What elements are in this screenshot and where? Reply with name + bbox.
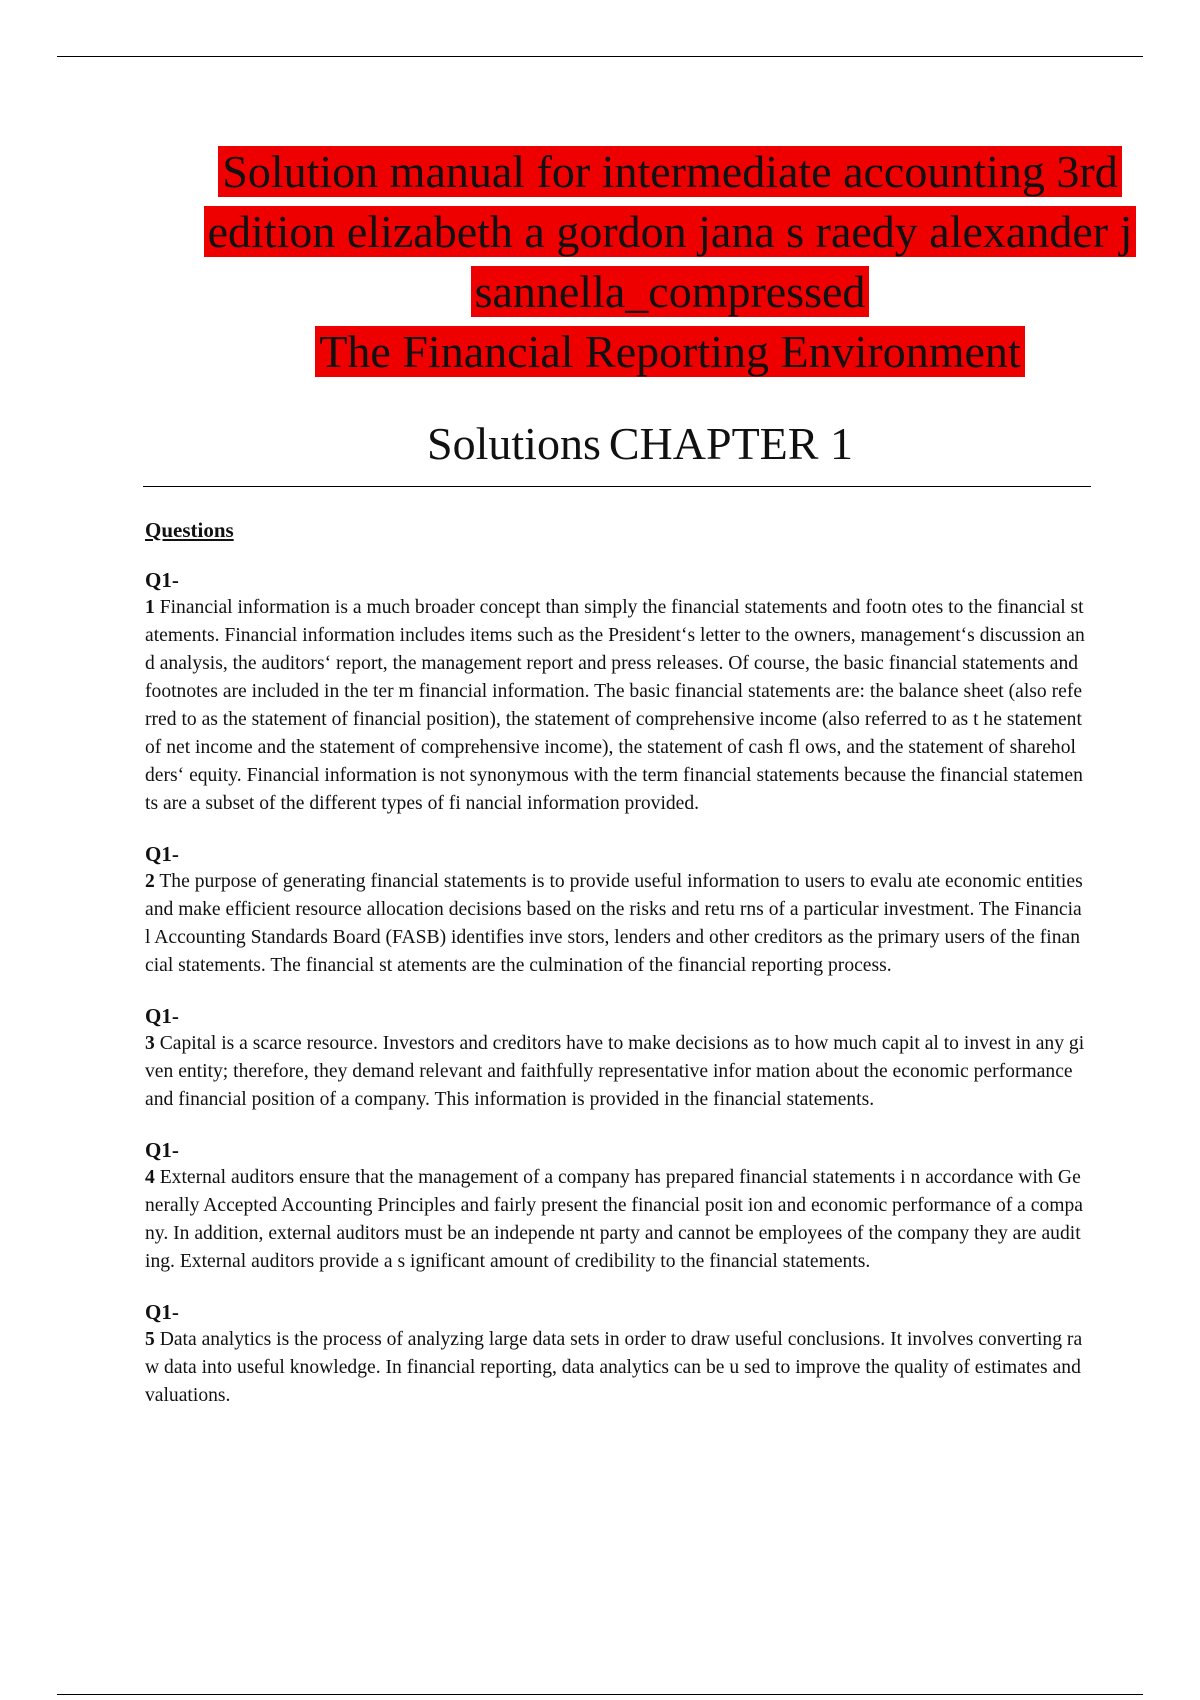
document-title bbox=[150, 142, 1190, 382]
question-answer bbox=[145, 594, 1085, 818]
title-line-3: sannella_compressed bbox=[471, 266, 870, 317]
question-item bbox=[145, 1298, 1085, 1410]
questions-heading: Questions bbox=[145, 518, 234, 542]
question-number: 5 bbox=[145, 1329, 155, 1350]
question-item bbox=[145, 1002, 1085, 1114]
question-answer bbox=[145, 868, 1085, 980]
question-label: Q1- bbox=[145, 568, 179, 592]
solutions-label: Solutions bbox=[427, 418, 601, 469]
question-answer bbox=[145, 1326, 1085, 1410]
chapter-label: CHAPTER 1 bbox=[608, 418, 853, 469]
question-number: 2 bbox=[145, 871, 155, 892]
answer-text: Financial information is a much broader concept than simply the financial statements and footn otes to the financial statements. Financial information includes items such as the President‘s letter to the owners, management‘s discussion and analysis, the auditors‘ report, the management report and press releases. Of course, the basic financial statements and footnotes are included in the ter m financial information. The basic financial statements are: the balance sheet (also referred to as the statement of financial position), the statement of comprehensive income (also referred to as t he statement of net income and the statement of comprehensive income), the statement of cash fl ows, and the statement of shareholders‘ equity. Financial information is not synonymous with the term financial statements because the financial statements are a subset of the different types of fi nancial information provided. bbox=[145, 597, 1085, 814]
chapter-subtitle: The Financial Reporting Environment bbox=[315, 326, 1024, 377]
question-number: 1 bbox=[145, 597, 155, 618]
question-answer bbox=[145, 1164, 1085, 1276]
question-number: 4 bbox=[145, 1167, 155, 1188]
title-line-1: Solution manual for intermediate accounting 3rd bbox=[218, 146, 1121, 197]
questions-section bbox=[145, 516, 1085, 1432]
question-number: 3 bbox=[145, 1033, 155, 1054]
question-item bbox=[145, 566, 1085, 818]
bottom-rule bbox=[57, 1694, 1143, 1695]
question-item bbox=[145, 840, 1085, 980]
question-label: Q1- bbox=[145, 1300, 179, 1324]
answer-text: Capital is a scarce resource. Investors and creditors have to make decisions as to how much capit al to invest in any given entity; therefore, they demand relevant and faithfully representative infor mation about the economic performance and financial position of a company. This information is provided in the financial statements. bbox=[145, 1033, 1085, 1110]
question-item bbox=[145, 1136, 1085, 1276]
chapter-heading bbox=[140, 416, 1140, 472]
question-label: Q1- bbox=[145, 1004, 179, 1028]
title-line-2: edition elizabeth a gordon jana s raedy alexander j bbox=[204, 206, 1137, 257]
question-label: Q1- bbox=[145, 1138, 179, 1162]
answer-text: Data analytics is the process of analyzing large data sets in order to draw useful conclusions. It involves converting raw data into useful knowledge. In financial reporting, data analytics can be u sed to improve the quality of estimates and valuations. bbox=[145, 1329, 1083, 1406]
question-label: Q1- bbox=[145, 842, 179, 866]
answer-text: The purpose of generating financial statements is to provide useful information to users to evalu ate economic entities and make efficient resource allocation decisions based on the risks and retu rns of a particular investment. The Financial Accounting Standards Board (FASB) identifies inve stors, lenders and other creditors as the primary users of the financial statements. The financial st atements are the culmination of the financial reporting process. bbox=[145, 871, 1083, 976]
answer-text: External auditors ensure that the management of a company has prepared financial statements i n accordance with Generally Accepted Accounting Principles and fairly present the financial posit ion and economic performance of a company. In addition, external auditors must be an independe nt party and cannot be employees of the company they are auditing. External auditors provide a s ignificant amount of credibility to the financial statements. bbox=[145, 1167, 1083, 1272]
top-rule bbox=[57, 56, 1143, 57]
chapter-rule bbox=[143, 486, 1091, 487]
question-answer bbox=[145, 1030, 1085, 1114]
